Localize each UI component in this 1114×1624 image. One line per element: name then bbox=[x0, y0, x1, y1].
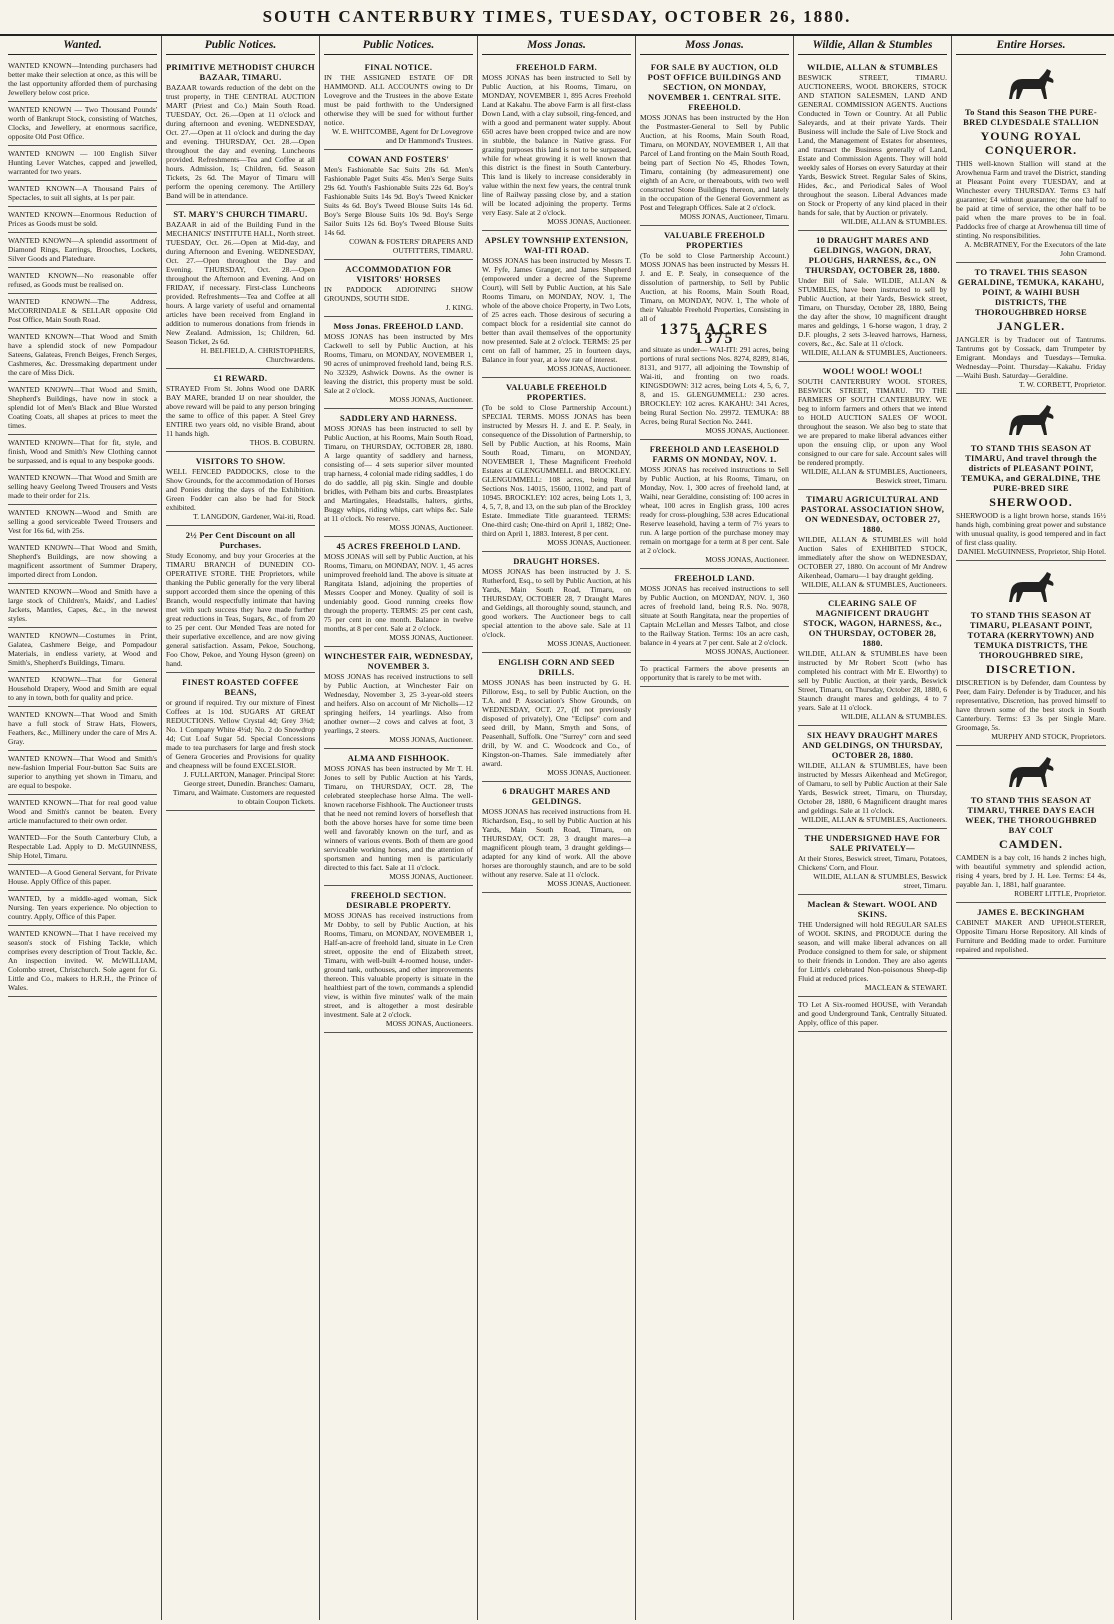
ad-signature: MOSS JONAS, Auctioneer. bbox=[547, 768, 631, 777]
advertisement bbox=[166, 369, 315, 452]
ad-signature: MACLEAN & STEWART. bbox=[864, 983, 947, 992]
ad-body: THE Undersigned will hold REGULAR SALES of WOOL SKINS, and PRODUCE during the season, and will make liberal advances on all Produce consigned to them for sale, or shipment to their friends in London. They are also agents for Little's celebrated Non-poisonous Sheep-dip Fluid at reduced prices. bbox=[798, 920, 947, 983]
ad-heading: TO TRAVEL THIS SEASON GERALDINE, TEMUKA, KAKAHU, POINT, & WAIHI BUSH DISTRICTS, THE THOROUGHBRED HORSE bbox=[957, 267, 1105, 317]
horse-illustration-icon bbox=[956, 65, 1106, 105]
advertisement bbox=[324, 58, 473, 150]
advertisement bbox=[324, 317, 473, 409]
column-4 bbox=[478, 36, 636, 1620]
ad-signature: MOSS JONAS, Auctioneer. bbox=[705, 555, 789, 564]
column-heading: Wildie, Allan & Stumbles bbox=[798, 36, 947, 55]
ad-body: DISCRETION is by Defender, dam Countess by Peer, dam Fairy. Defender is by Traducer, and his representative, Discretion, has proved himself to have thrown some of the best stock in South Canterbury. Terms: £3 3s per Single Mare. Groomage, 5s. bbox=[956, 678, 1106, 732]
ad-title: SHERWOOD. bbox=[989, 495, 1073, 509]
advertisement bbox=[166, 58, 315, 205]
ad-signature: MOSS JONAS, Auctioneer. bbox=[389, 395, 473, 404]
ad-body: MOSS JONAS has been instructed to Sell by Public Auction, at his Rooms, Timaru, on MONDAY, NOVEMBER 1, 895 Acres Freehold Land at Kakahu. The above Farm is all first-class Down Land, with a clay subsoil, ring-fenced, and with a good and permanent water supply. About 650 acres have been cropped twice and are now in stubble, the balance in Native grass. For grazing purposes this land is not to be surpassed, while for wheat growing it is well known that this district is the finest in South Canterbury. This land is likely to increase considerably in value within the next few years, the central trunk line of Railway passing close by, and a station will be located adjoining the property. Terms very Easy. Sale at 2 o'clock. bbox=[482, 73, 631, 217]
advertisement bbox=[324, 260, 473, 317]
ad-body: (To be sold to Close Partnership Account.) MOSS JONAS has been instructed by Messrs H. J. and E. P. Sealy, in consequence of the dissolution of partnership, to Sell by Public Auction, at his Rooms, Main South Road, Timaru, on MONDAY, NOV. 1, The whole of their Valuable Freehold Properties, Consisting in all of bbox=[640, 251, 789, 323]
advertisement bbox=[956, 58, 1106, 263]
column-2 bbox=[162, 36, 320, 1620]
advertisement bbox=[956, 746, 1106, 903]
advertisement bbox=[8, 181, 157, 207]
advertisement bbox=[166, 673, 315, 811]
ad-body: SHERWOOD is a light brown horse, stands 16½ hands high, combining great power and substance with unusual quality, is good tempered and in fact of first class quality. bbox=[956, 511, 1106, 547]
ad-heading: ST. MARY'S CHURCH TIMARU. bbox=[173, 209, 308, 219]
ad-body: BESWICK STREET, TIMARU. AUCTIONEERS, WOOL BROKERS, STOCK AND STATION SALESMEN, LAND AND GENERAL COMMISSION AGENTS. Auctions Conducted in Town or Country. At all Public Saleyards, and at their private Yards. Their Business will include the Sale of Live Stock and Land, the Management of Estates for absentees, and transact the Business generally of Land, Estate and Commission Agents. They will hold weekly sales of Horses on every Saturday at their Yards, Beswick Street. Regular Sales of Skins, Hides, &c., and Periodical Sales of Wool throughout the season. Liberal Advances made on Stock or Property of any kind placed in their hands for sale, that by Auction or privately. bbox=[798, 73, 947, 217]
ad-body: MOSS JONAS has received instructions to Sell by Public Auction, at his Rooms, Timaru, on Monday, Nov. 1, 300 acres of freehold land, at Waihi, near Geraldine, consisting of: 100 acres in wheat, 100 acres in English grass, 100 acres ready for cross-ploughing, 538 acres Educational Reserve leasehold, having a term of 7½ years to run. A large portion of the purchase money may remain on mortgage for a term at 8 per cent. Sale at 2 o'clock. bbox=[640, 465, 789, 555]
ad-heading: JAMES E. BECKINGHAM bbox=[977, 907, 1085, 917]
ad-signature: T. W. CORBETT, Proprietor. bbox=[1018, 380, 1106, 389]
horse-illustration-icon bbox=[956, 568, 1106, 608]
ad-body: WILDIE, ALLAN & STUMBLES have been instructed by Mr Robert Scott (who has completed his contract with Mr E. Elworthy) to sell by Public Auction, at their yards, Beswick Street, Timaru, on Thursday, October 28, 1880, 6 Staunch draught mares and geldings, 4 to 7 years. Sale at 11 o'clock. bbox=[798, 649, 947, 712]
ad-heading: 45 ACRES FREEHOLD LAND. bbox=[336, 541, 461, 551]
ad-signature: H. BELFIELD, A. CHRISTOPHERS, Churchwardens. bbox=[200, 346, 315, 364]
ad-body: WANTED KNOWN—That Wood and Smith are selling heavy Geelong Tweed Trousers and Vests made to their order for 21s. bbox=[8, 473, 157, 500]
ad-heading: FREEHOLD FARM. bbox=[515, 62, 597, 72]
ad-body: WANTED KNOWN — 100 English Silver Hunting Lever Watches, capped and jewelled, warranted for two years. bbox=[8, 149, 157, 176]
ad-body: WANTED KNOWN — Two Thousand Pounds' worth of Bankrupt Stock, consisting of Watches, Clocks, and Jewellery, at enormous sacrifice, opposite Old Post Office. bbox=[8, 105, 157, 141]
ad-body: WANTED KNOWN—That I have received my season's stock of Fishing Tackle, which comprises every description of Trout Tackle, &c. An inspection invited. W. McWILLIAM, Colombo street, Christchurch. Sole agent for G. Little and Co., makers to H.R.H., the Prince of Wales. bbox=[8, 929, 157, 992]
ad-signature: MOSS JONAS, Auctioneer. bbox=[705, 647, 789, 656]
advertisement bbox=[798, 594, 947, 726]
ad-body: WANTED KNOWN—That Wood and Smith's new-fashion Imperial Four-button Sac Suits are superior to anything yet shown in Timaru, and are equal to bespoke. bbox=[8, 754, 157, 790]
ad-heading: ENGLISH CORN AND SEED DRILLS. bbox=[498, 657, 615, 677]
ad-body: CAMDEN is a bay colt, 16 hands 2 inches high, with beautiful symmetry and splendid action, rising 4 years, bred by J. H. Lee. Terms: £4 4s, payable Jan. 1, 1881, half guarantee. bbox=[956, 853, 1106, 889]
advertisement bbox=[8, 830, 157, 865]
advertisement bbox=[8, 751, 157, 795]
ad-heading: TO STAND THIS SEASON AT TIMARU, And travel through the districts of PLEASANT POINT, TEMUKA, and GERALDINE, THE PURE-BRED SIRE bbox=[961, 443, 1101, 493]
ad-heading: ALMA AND FISHHOOK. bbox=[347, 753, 450, 763]
ad-body: To practical Farmers the above presents an opportunity that is rarely to be met with. bbox=[640, 664, 789, 682]
ad-heading: TO STAND THIS SEASON AT TIMARU, THREE DAYS EACH WEEK, THE THOROUGHBRED BAY COLT bbox=[965, 795, 1097, 835]
ad-heading: CLEARING SALE OF MAGNIFICENT DRAUGHT STOCK, WAGON, HARNESS, &c., ON THURSDAY, OCTOBER 28, 1880. bbox=[803, 598, 942, 648]
ad-heading: FINEST ROASTED COFFEE BEANS, bbox=[182, 677, 299, 697]
ad-body: WANTED KNOWN—That for General Household Drapery, Wood and Smith are equal to any in town, both for quality and price. bbox=[8, 675, 157, 702]
ad-body: WANTED KNOWN—The Address, McCORRINDALE & SELLAR opposite Old Post Office, Main South Road. bbox=[8, 297, 157, 324]
advertisement bbox=[798, 997, 947, 1032]
ad-signature: WILDIE, ALLAN & STUMBLES, Auctioneers. bbox=[801, 348, 947, 357]
ad-body: MOSS JONAS has received instructions from H. Richardson, Esq., to sell by Public Auction at his Yards, Main South Road, Timaru, on THURSDAY, OCT. 28, 3 draught mares—a magnificent plough team, 3 draught geldings—adapted for any kind of work. All the above horses are thoroughly staunch, and are to be sold without any reserve. Sale at 11 o'clock. bbox=[482, 807, 631, 879]
ad-heading: 6 DRAUGHT MARES AND GELDINGS. bbox=[502, 786, 611, 806]
ad-heading: VALUABLE FREEHOLD PROPERTIES. bbox=[505, 382, 608, 402]
advertisement bbox=[324, 647, 473, 749]
advertisement bbox=[640, 440, 789, 569]
ad-signature: MOSS JONAS, Auctioneer. bbox=[389, 633, 473, 642]
ad-heading: SADDLERY AND HARNESS. bbox=[340, 413, 457, 423]
advertisement bbox=[956, 263, 1106, 394]
ad-body: WANTED KNOWN—Wood and Smith have a large stock of Children's, Maids', and Ladies' Jackets, Mantles, Capes, &c., in the newest styles. bbox=[8, 587, 157, 623]
ad-body: MOSS JONAS has been instructed by Mr T. H. Jones to sell by Public Auction at his Yards, Timaru, on THURSDAY, OCT. 28, The celebrated steeplechase horse Alma. The well-known racehorse Fishhook. The Auctioneer trusts that he need not remind lovers of horseflesh that both the above horses have for some time been well and favorably known on the turf, and as winners of various events. Both of them are good serviceable working horses, and the attention of sportsmen and hunting men is particularly directed to this fact. Sale at 11 o'clock. bbox=[324, 764, 474, 872]
ad-body: WANTED KNOWN—Wood and Smith are selling a good serviceable Tweed Trousers and Vest for 16s 6d, with 25s. bbox=[8, 508, 157, 535]
advertisement bbox=[798, 726, 947, 829]
ad-signature: W. E. WHITCOMBE, Agent for Dr Lovegrove and Dr Hammond's Trustees. bbox=[331, 127, 473, 145]
ad-body: WANTED KNOWN—That Wood and Smith have a full stock of Straw Hats, Flowers, Feathers, &c., Millinery under the care of Mrs A. Gray. bbox=[8, 710, 157, 746]
ad-signature: WILDIE, ALLAN & STUMBLES, Auctioneers. bbox=[801, 580, 947, 589]
column-heading: Moss Jonas. bbox=[482, 36, 631, 55]
ad-body: MOSS JONAS has been instructed by G. H. Pillorow, Esq., to sell by Public Auction, on the T.A. and P. Association's Show Grounds, on WEDNESDAY, OCT. 27, (If not previously disposed of privately), One "Eclipse" corn and seed drill, by Mann, Smyth and Sons, of Peasenhall, Suffolk. One "Surrey" corn and seed drill, by W. and C. Woodcock and Co., of Kingston-on-Thames. Sale immediately after award. bbox=[482, 678, 631, 768]
advertisement bbox=[798, 829, 947, 895]
ad-body: WANTED KNOWN—A Thousand Pairs of Spectacles, to suit all sights, at 1s per pair. bbox=[8, 184, 157, 202]
ad-title: JANGLER. bbox=[996, 319, 1066, 333]
ad-body: Under Bill of Sale. WILDIE, ALLAN & STUMBLES, have been instructed to sell by Public Auction, at their Yards, Beswick street, Timaru, on Thursday, October 28, 1880, Being the day after the show, 10 magnificent draught mares and geldings, 1 6-horse wagon, 1 dray, 2 D.F. ploughs, 2 sets 3-leaved harrows, Harness, covers, &c., &c. Sale at 11 o'clock. bbox=[798, 276, 947, 348]
horse-illustration-icon bbox=[956, 753, 1106, 793]
ad-body: MOSS JONAS will sell by Public Auction, at his Rooms, Timaru, on MONDAY, NOV. 1, 45 acres unimproved freehold land. The above is situate at Rangitata Island, adjoining the properties of Messrs Cooper and Money. Quality of soil is undeniably good. Good running creeks flow through the property. TERMS: 25 per cent cash, 75 per cent in one month. Balance in twelve months, at 8 per cent. Sale at 2 o'clock. bbox=[324, 552, 473, 633]
ad-heading: £1 REWARD. bbox=[213, 373, 268, 383]
ad-body: MOSS JONAS has been instructed by Mrs Cackwell to sell by Public Auction, at his Rooms, Timaru, on MONDAY, NOVEMBER 1, 90 acres of unimproved freehold land, being R.S. No 32329, Ashwick Downs. As the owner is leaving the district, this property must be sold. Sale at 2 o'clock. bbox=[324, 332, 473, 395]
ad-body: MOSS JONAS has been instructed by J. S. Rutherford, Esq., to sell by Public Auction, at his Yards, Main South Road, Timaru, on THURSDAY, OCTOBER 28, 7 Draught Mares and Geldings, all thoroughly sound, staunch, and good workers. The Auctioneer begs to call special attention to the above sale. Sale at 11 o'clock. bbox=[482, 567, 631, 639]
ad-acreage: 1375 ACRES 1375 bbox=[659, 321, 770, 347]
ad-heading: VALUABLE FREEHOLD PROPERTIES bbox=[663, 230, 766, 250]
advertisement bbox=[8, 865, 157, 891]
ad-body: BAZAAR towards reduction of the debt on the trust property, in THE CENTRAL AUCTION MART (Priest and Co.) Main South Road. TUESDAY, Oct. 26.—Open at 11 o'clock and during afternoon and evening. WEDNESDAY, Oct. 27.—Open at 11 o'clock and during the day and evening. THURSDAY, Oct. 28.—Open throughout the day and evening. Luncheons provided. Refreshments—Tea and Coffee at all hours. Admission, 1s; Children, 6d. Season Tickets, 2s 6d. The Mayor of Timaru will perform the opening ceremony. The Artillery Band will be in attendance. bbox=[166, 83, 315, 200]
ad-heading: APSLEY TOWNSHIP EXTENSION, WAI-ITI ROAD. bbox=[484, 235, 629, 255]
ad-body: MOSS JONAS has been instructed by Messrs T. W. Fyfe, James Granger, and James Shepherd (empowered under a decree of the Supreme Court), will Sell by Public Auction, at his Sale Rooms Timaru, on MONDAY, NOV. 1, The whole of the above choice Property, in Two Lots, of 25 acres each. Those desirous of securing a compact block for a residential site cannot do better than avail themselves of the opportunity now presented. Sale at 2 o'clock. TERMS: 25 per cent on fall of hammer, 25 in fourteen days, Balance in four year, at a low rate of interest. bbox=[482, 256, 631, 364]
advertisement bbox=[8, 584, 157, 628]
ad-signature: MOSS JONAS, Auctioneer. bbox=[705, 426, 789, 435]
ad-title: YOUNG ROYAL CONQUEROR. bbox=[980, 129, 1082, 157]
ad-signature: ROBERT LITTLE, Proprietor. bbox=[1014, 889, 1106, 898]
ad-body: WANTED KNOWN—That for fit, style, and finish, Wood and Smith's New Clothing cannot be surpassed, and is equal to any bespoke goods. bbox=[8, 438, 157, 465]
advertisement bbox=[482, 653, 631, 782]
advertisement bbox=[166, 205, 315, 369]
ad-body: (To be sold to Close Partnership Account.) SPECIAL TERMS. MOSS JONAS has been instructed by Messrs H. J. and E. P. Sealy, in consequence of the Dissolution of Partnership, to Sell by Public Auction, at his Rooms, Main South Road, Timaru, on MONDAY, NOVEMBER 1, These Magnificent Freehold Estates at GLENGUMMELL and BROCKLEY. GLENGUMMELL: 108 acres, being Rural Sections Nos. 14015, 15600, 11002, and part of 10945. BROCKLEY: 102 acres, being Lots 1, 3, 4, 5, 7, 8, and 13, on the sub plan of the Brockley Estate. Immediate Title guaranteed. TERMS: One-third cash; One-third on April 1, 1882; One-third on April 1, 1883. Interest, 8 per cent. bbox=[482, 403, 631, 538]
ad-signature: DANIEL McGUINNESS, Proprietor, Ship Hotel. bbox=[957, 547, 1106, 556]
ad-heading: DRAUGHT HORSES. bbox=[513, 556, 600, 566]
ad-body: WANTED KNOWN—Intending purchasers had better make their selection at once, as this will be the last opportunity afforded them of purchasing Jewellery below cost price. bbox=[8, 61, 157, 97]
ad-signature: MOSS JONAS, Auctioneer. bbox=[389, 872, 473, 881]
advertisement bbox=[640, 569, 789, 661]
ad-body: WANTED KNOWN—Costumes in Print, Galatea, Cashmere Beige, and Pompadour Materials, in endless variety, at Wood and Smith's, Shepherd's Buildings, Timaru. bbox=[8, 631, 157, 667]
ad-heading: Maclean & Stewart. WOOL AND SKINS. bbox=[807, 899, 938, 919]
ad-body: SOUTH CANTERBURY WOOL STORES, BESWICK STREET, TIMARU. TO THE FARMERS OF SOUTH CANTERBURY. WE beg to inform farmers and others that we intend to HOLD AUCTION SALES OF WOOL throughout the season. We also beg to state that we are prepared to make liberal advances either upon the ensuing clip, or upon any Wool consigned to our care for sale. Account sales will be rendered promptly. bbox=[798, 377, 947, 467]
ad-signature: MOSS JONAS, Auctioneer. bbox=[547, 538, 631, 547]
newspaper-masthead: SOUTH CANTERBURY TIMES, TUESDAY, OCTOBER 26, 1880. bbox=[0, 0, 1114, 36]
advertisement bbox=[8, 540, 157, 584]
ad-heading: To Stand this Season THE PURE-BRED CLYDESDALE STALLION bbox=[963, 107, 1099, 127]
advertisement bbox=[8, 207, 157, 233]
advertisement bbox=[956, 903, 1106, 959]
advertisement bbox=[798, 362, 947, 490]
ad-body: CABINET MAKER AND UPHOLSTERER, Opposite Timaru Horse Repository. All kinds of Furniture and Bedding made to order. Furniture repaired and repolished. bbox=[956, 918, 1106, 954]
advertisement bbox=[8, 795, 157, 830]
advertisement bbox=[8, 435, 157, 470]
ad-body: WELL FENCED PADDOCKS, close to the Show Grounds, for the accommodation of Horses and Ponies during the days of the Exhibition. Green Fodder can also be had for Stock exhibited. bbox=[166, 467, 315, 512]
ad-heading: Moss Jonas. FREEHOLD LAND. bbox=[333, 321, 464, 331]
column-heading: Wanted. bbox=[8, 36, 157, 55]
ad-body: TO Let A Six-roomed HOUSE, with Verandah and good Underground Tank, Centrally Situated. Apply, office of this paper. bbox=[798, 1000, 947, 1027]
advertisement bbox=[8, 329, 157, 382]
ad-signature: MURPHY AND STOCK, Proprietors. bbox=[991, 732, 1106, 741]
ad-heading: WOOL! WOOL! WOOL! bbox=[822, 366, 923, 376]
advertisement bbox=[482, 782, 631, 893]
ad-signature: J. FULLARTON, Manager. Principal Store: George street, Dunedin. Branches: Oamaru, Timaru, and Waimate. Customers are requested to obtain Coupon Tickets. bbox=[172, 770, 315, 806]
column-7 bbox=[952, 36, 1110, 1620]
ad-body: WANTED KNOWN—That for real good value Wood and Smith's cannot be beaten. Every article manufactured to their own order. bbox=[8, 798, 157, 825]
ad-signature: MOSS JONAS, Auctioneer. bbox=[547, 364, 631, 373]
ad-signature: WILDIE, ALLAN & STUMBLES, Beswick street, Timaru. bbox=[813, 872, 947, 890]
advertisement bbox=[324, 749, 473, 886]
ad-signature: THOS. B. COBURN. bbox=[249, 438, 315, 447]
ad-heading: SIX HEAVY DRAUGHT MARES AND GELDINGS, ON THURSDAY, OCTOBER 28, 1880. bbox=[802, 730, 943, 760]
advertisement bbox=[798, 490, 947, 594]
ad-heading: COWAN AND FOSTERS' bbox=[347, 154, 450, 164]
column-heading: Public Notices. bbox=[324, 36, 473, 55]
ad-body: MOSS JONAS has received instructions to sell by Public Auction, on MONDAY, NOV. 1, 360 acres of freehold land, being R.S. No. 9078, situate at South Rangitata, near the properties of Captain McLellan and Messrs Talbot, and close to the Railway Station. Terms: 10s an acre cash, balance in 4 years at 7 per cent. Sale at 2 o'clock. bbox=[640, 584, 789, 647]
ad-body: or ground if required. Try our mixture of Finest Coffees at 1s 10d. SUGARS AT GREAT REDUCTIONS. Yellow Crystal 4d; Grey 3¾d; No. 1 Company White 4½d; No. 2 do Snowdrop 4d; Cut Loaf Sugar 5d. Special Concessions made to tea purchasers for large and fresh stock of Genera Groceries and Provisions for quality and cheapness will be found EXCELSIOR. bbox=[166, 698, 315, 770]
ad-body: Study Economy, and buy your Groceries at the TIMARU BRANCH of DUNEDIN CO-OPERATIVE STORE. THE Proprietors, while thanking the Public generally for the very liberal support accorded them since the opening of this Branch, would respectfully intimate that having met with such success they have made further great reductions in Teas, Sugars, &c., of from 20 to 25 per cent. Our Mended Teas are noted for their superlative excellence, and are now giving general satisfaction. Assam, Pekoe, Souchong, Foo Chow, Pekoe, and Young Hyson (green) on hand. bbox=[166, 551, 315, 668]
advertisement bbox=[8, 58, 157, 102]
ad-heading: VISITORS TO SHOW. bbox=[195, 456, 286, 466]
advertisement bbox=[8, 233, 157, 268]
ad-signature: COWAN & FOSTERS' DRAPERS AND OUTFITTERS, TIMARU. bbox=[349, 237, 473, 255]
advertisement bbox=[956, 394, 1106, 561]
advertisement bbox=[8, 672, 157, 707]
column-heading: Moss Jonas. bbox=[640, 36, 789, 55]
ad-body: WANTED KNOWN—That Wood and Smith, Shepherd's Buildings, have now in stock a splendid lot of Men's Black and Blue Worsted Coating Coats, all shapes at prices to meet the times. bbox=[8, 385, 157, 430]
advertisement bbox=[640, 226, 789, 440]
advertisement bbox=[324, 886, 473, 1033]
ad-body: WILDIE, ALLAN & STUMBLES, have been instructed by Messrs Aikenhead and McGregor, of Oamaru, to sell by Public Auction at their Sale Yards, Beswick street, Timaru, on Thursday, October 28, 1880, 6 Magnificent draught mares and geldings. Sale at 11 o'clock. bbox=[798, 761, 947, 815]
ad-signature: WILDIE, ALLAN & STUMBLES, Auctioneers. bbox=[801, 815, 947, 824]
ad-heading: FREEHOLD LAND. bbox=[674, 573, 755, 583]
ad-body: WANTED KNOWN—A splendid assortment of Diamond Rings, Earrings, Brooches, Lockets, Silver Goods and Plateduare. bbox=[8, 236, 157, 263]
ad-heading: WILDIE, ALLAN & STUMBLES bbox=[807, 62, 938, 72]
ad-body: Men's Fashionable Sac Suits 20s 6d. Men's Fashionable Paget Suits 45s. Men's Serge Suits 29s 6d. Youth's Fashionable Suits 22s 6d. Boy's Fashionable Suits 14s 9d. Boy's Tweed Knicker Suits 4s 6d. Boy's Tweed Blouse Suits 14s 6d. Boy's Serge Blouse Suits 10s 9d. Boy's Serge Sailor Suits 12s 6d. Boy's Tweed Blouse Suits 14s 6d. bbox=[324, 165, 473, 237]
ad-heading: FREEHOLD SECTION. DESIRABLE PROPERTY. bbox=[346, 890, 451, 910]
ad-body: STRAYED From St. Johns Wood one DARK BAY MARE, branded IJ on near shoulder, the above reward will be paid to any person bringing the same to office of this paper. A Steel Grey ENTIRE two years old, no visible Brand, about 11 hands high. bbox=[166, 384, 315, 438]
horse-illustration-icon bbox=[956, 401, 1106, 441]
ad-signature: J. KING. bbox=[445, 303, 473, 312]
ad-heading: ACCOMMODATION FOR VISITORS' HORSES bbox=[345, 264, 452, 284]
advertisement bbox=[798, 58, 947, 231]
column-heading: Entire Horses. bbox=[956, 36, 1106, 55]
ad-body: WANTED KNOWN—That Wood and Smith have a splendid stock of new Pompadour Sateens, Galateas, French Beiges, French Serges, Cashmeres, &c. Dressmaking department under the care of Miss Dick. bbox=[8, 332, 157, 377]
ad-body: THIS well-known Stallion will stand at the Arowhenua Farm and travel the District, standing at Pleasant Point every TUESDAY, and at Winchester every THURSDAY. Terms £3 half guarantee; £4 without guarantee; the one half to be paid at time of service, the other half to be paid when the mare proves to be in foal. Paddocks free of charge at Arowhenua till time of stinting. No responsibilities. bbox=[956, 159, 1106, 240]
advertisement bbox=[166, 526, 315, 673]
ad-body: MOSS JONAS has received instructions to sell by Public Auction, at Winchester Fair on Wednesday, November 3, 25 3-year-old steers and heifers. Also on account of Mr Nicholls—12 springing heifers, 14 yearlings. Also from another owner—2 cows and calves at foot, 3 yearlings, 2 steers. bbox=[324, 672, 473, 735]
ad-signature: MOSS JONAS, Auctioneer. bbox=[547, 217, 631, 226]
advertisement bbox=[8, 294, 157, 329]
ad-heading: FREEHOLD AND LEASEHOLD FARMS ON MONDAY, NOV. 1. bbox=[649, 444, 780, 464]
advertisement bbox=[8, 628, 157, 672]
ad-body: BAZAAR in aid of the Building Fund in the MECHANICS' INSTITUTE HALL, North street. TUESDAY, Oct. 26.—Open at Mid-day, and during Afternoon and Evening. WEDNESDAY, Oct. 27.—Open throughout the Day and Evening. THURSDAY, Oct. 28.—Open throughout the Afternoon and Evening. And on FRIDAY, if necessary. First-class Luncheons provided. Refreshments—Tea and Coffee at all hours. A large variety of useful and ornamental articles have been received from England in addition to numerous donations from friends in New Zealand. Admission, 1s; Children, 6d. Season Ticket, 2s 6d. bbox=[166, 220, 315, 346]
ad-body: IN PADDOCK ADJOINING SHOW GROUNDS, SOUTH SIDE. bbox=[324, 285, 473, 303]
ad-heading: TO STAND THIS SEASON AT TIMARU, PLEASANT POINT, TOTARA (KERRYTOWN) AND TEMUKA DISTRICTS, THE THOROUGHBRED SIRE, bbox=[967, 610, 1095, 660]
ad-signature: MOSS JONAS, Auctioneers. bbox=[385, 1019, 473, 1028]
ad-signature: MOSS JONAS, Auctioneer. bbox=[389, 523, 473, 532]
ad-heading: FOR SALE BY AUCTION, OLD POST OFFICE BUILDINGS AND SECTION, ON MONDAY, NOVEMBER 1. CENTRAL SITE. FREEHOLD. bbox=[647, 62, 782, 112]
ad-body: WANTED KNOWN—Enormous Reduction of Prices as Goods must be sold. bbox=[8, 210, 157, 228]
advertisement bbox=[8, 926, 157, 997]
ad-heading: 2½ Per Cent Discount on all Purchases. bbox=[185, 530, 296, 550]
advertisement bbox=[482, 552, 631, 653]
ad-body: WANTED—A Good General Servant, for Private House. Apply Office of this paper. bbox=[8, 868, 157, 886]
advertisement bbox=[640, 58, 789, 226]
ad-signature: MOSS JONAS, Auctioneer. bbox=[389, 735, 473, 744]
column-6 bbox=[794, 36, 952, 1620]
advertisement bbox=[324, 150, 473, 260]
advertisement bbox=[956, 561, 1106, 746]
newspaper-columns bbox=[4, 36, 1110, 1620]
advertisement bbox=[798, 895, 947, 997]
ad-signature: MOSS JONAS, Auctioneer, Timaru. bbox=[679, 212, 789, 221]
advertisement bbox=[640, 661, 789, 687]
advertisement bbox=[8, 707, 157, 751]
ad-heading: TIMARU AGRICULTURAL AND PASTORAL ASSOCIATION SHOW, ON WEDNESDAY, OCTOBER 27, 1880. bbox=[800, 494, 945, 534]
advertisement bbox=[8, 102, 157, 146]
ad-signature: MOSS JONAS, Auctioneer. bbox=[547, 879, 631, 888]
ad-signature: A. McBRATNEY, For the Executors of the late John Cramond. bbox=[964, 240, 1106, 258]
ad-title: DISCRETION. bbox=[985, 662, 1077, 676]
ad-body: WANTED KNOWN—That Wood and Smith, Shepherd's Buildings, are now showing a magnificent assortment of Summer Drapery, imported direct from London. bbox=[8, 543, 157, 579]
ad-heading: FINAL NOTICE. bbox=[364, 62, 433, 72]
advertisement bbox=[8, 891, 157, 926]
column-3 bbox=[320, 36, 478, 1620]
ad-signature: T. LANGDON, Gardener, Wai-iti, Road. bbox=[193, 512, 315, 521]
ad-body: At their Stores, Beswick street, Timaru, Potatoes, Chickens' Corn, and Flour. bbox=[798, 854, 947, 872]
advertisement bbox=[482, 378, 631, 552]
ad-heading: PRIMITIVE METHODIST CHURCH BAZAAR, TIMARU. bbox=[166, 62, 315, 82]
ad-body: IN THE ASSIGNED ESTATE OF DR HAMMOND. ALL ACCOUNTS owing to Dr Lovegrove and the Trustees in the above Estate must be paid forthwith to the Undersigned otherwise they will be sued for without further notice. bbox=[324, 73, 473, 127]
advertisement bbox=[482, 58, 631, 231]
ad-body: WANTED, by a middle-aged woman, Sick Nursing. Ten years experience. No objection to country. Apply, Office of this Paper. bbox=[8, 894, 157, 921]
ad-signature: WILDIE, ALLAN & STUMBLES. bbox=[840, 712, 947, 721]
column-heading: Public Notices. bbox=[166, 36, 315, 55]
ad-body: WILDIE, ALLAN & STUMBLES will hold Auction Sales of EXHIBITED STOCK, immediately after the show on WEDNESDAY, OCTOBER 27, 1880. On account of Mr Andrew Aikenhead, Oamaru—1 bay draught gelding. bbox=[798, 535, 947, 580]
advertisement bbox=[166, 452, 315, 526]
advertisement bbox=[8, 146, 157, 181]
column-5 bbox=[636, 36, 794, 1620]
ad-heading: 10 DRAUGHT MARES AND GELDINGS, WAGON, DRAY, PLOUGHS, HARNESS, &c., ON THURSDAY, OCTOBER 28, 1880. bbox=[805, 235, 940, 275]
ad-signature: WILDIE, ALLAN & STUMBLES. bbox=[840, 217, 947, 226]
advertisement bbox=[324, 409, 473, 537]
ad-body: MOSS JONAS has received instructions from Mr Dobby, to sell by Public Auction, at his Rooms, Timaru, on MONDAY, NOVEMBER 1, Half-an-acre of freehold land, situate in Le Cren street, opposite the end of Elizabeth street, Timaru, with well-built 4-roomed house, under-ground tank, outhouses, and other improvements thereon. This valuable property is situate in the healthiest part of the town, commands a splendid view, is within five minutes' walk of the main street, and is altogether a most desirable investment. Sale at 2 o'clock. bbox=[324, 911, 473, 1019]
advertisement bbox=[482, 231, 631, 378]
advertisement bbox=[798, 231, 947, 362]
ad-body-continued: and situate as under— WAI-ITI: 291 acres, being portions of rural sections Nos. 8274, 8289, 8146, 8131, and 9177, all adjoining the Township of Wai-iti, and fronting on two roads. KINGSDOWN: 312 acres, being Lots 4, 5, 6, 7, 8, and 15. GLENGUMMELL: 230 acres. BROCKLEY: 102 acres. KAKAHU: 341 Acres, being Rural Section No. 29972. TEMUKA: 88 Acres, being Rural Section No. 2441. bbox=[640, 345, 789, 426]
ad-heading: THE UNDERSIGNED HAVE FOR SALE PRIVATELY— bbox=[804, 833, 941, 853]
ad-signature: WILDIE, ALLAN & STUMBLES, Auctioneers, Beswick street, Timaru. bbox=[801, 467, 947, 485]
ad-signature: MOSS JONAS, Auctioneer. bbox=[547, 639, 631, 648]
advertisement bbox=[8, 505, 157, 540]
ad-heading: WINCHESTER FAIR, WEDNESDAY, NOVEMBER 3. bbox=[324, 651, 473, 671]
ad-body: MOSS JONAS has been instructed by the Hon the Postmaster-General to Sell by Public Auction, at his Rooms, Main South Road, Timaru, on MONDAY, NOVEMBER 1, All that Parcel of Land fronting on the Main South Road, being part of Section No 45, Rhodes Town, Timaru, containing (by admeasurement) one eighth of an Acre, or thereabouts, with two well constructed Stone Buildings thereon, and lately in the occupation of the General Government as Post and Telegraph Offices. Sale at 2 o'clock. bbox=[640, 113, 789, 212]
column-1 bbox=[4, 36, 162, 1620]
advertisement bbox=[8, 470, 157, 505]
advertisement bbox=[8, 268, 157, 294]
advertisement bbox=[324, 537, 473, 647]
ad-title: CAMDEN. bbox=[999, 837, 1063, 851]
ad-body: MOSS JONAS has been instructed to sell by Public Auction, at his Rooms, Main South Road, Timaru, on THURSDAY, OCTOBER 28, 1880. A large quantity of saddlery and harness, consisting of— 4 sets superior silver mounted trap harness, 4 colonial made riding saddles, 1 do do do saddle, all pig skin. Single and double bridles, with Pelham bits and curbs. Breastplates and Martingales, Headstalls, halters, girths, Buggy whips, riding whips, cart whips &c. Sale at 11 o'clock. No reserve. bbox=[324, 424, 473, 523]
ad-body: WANTED—For the South Canterbury Club, a Respectable Lad. Apply to D. McGUINNESS, Ship Hotel, Timaru. bbox=[8, 833, 157, 860]
ad-body: JANGLER is by Traducer out of Tantrums. Tantrums got by Cossack, dam Trumpeter by Emigrant. Mondays and Tuesdays—Temuka. Wednesday—Point. Thursday—Kakahu. Friday—Waihi Bush. Saturday—Geraldine. bbox=[956, 335, 1106, 380]
ad-body: WANTED KNOWN—No reasonable offer refused, as Goods must be realised on. bbox=[8, 271, 157, 289]
advertisement bbox=[8, 382, 157, 435]
